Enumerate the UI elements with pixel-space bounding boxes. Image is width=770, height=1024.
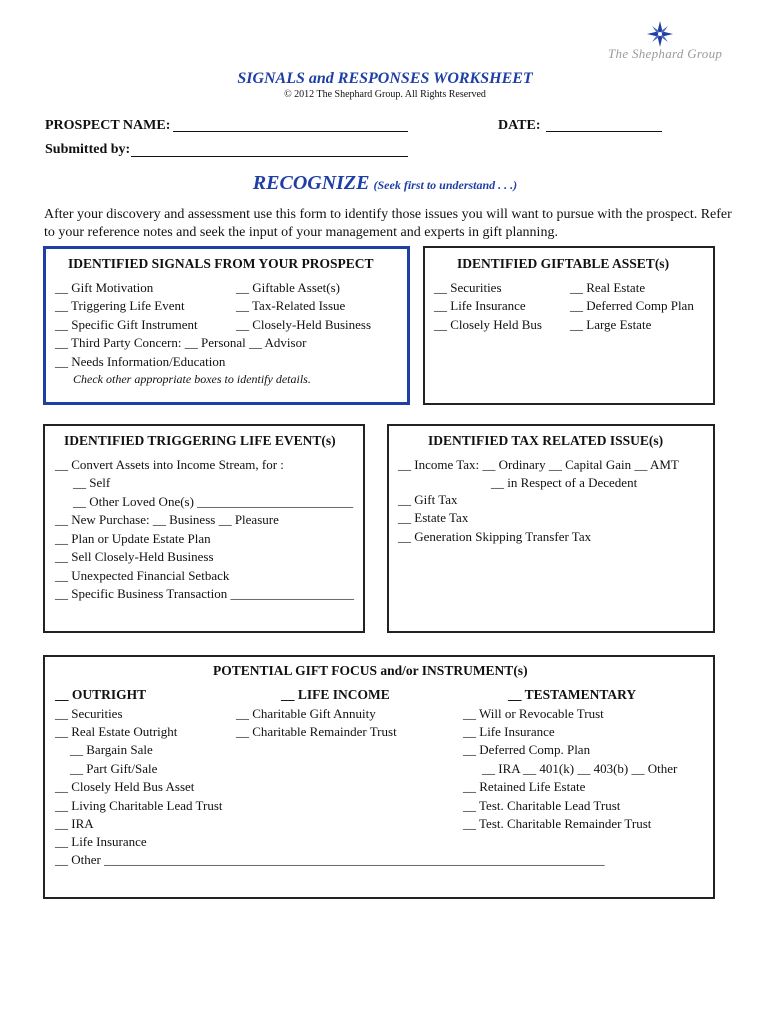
testamentary-retirement-plans[interactable]: __ IRA __ 401(k) __ 403(b) __ Other [482, 761, 678, 776]
asset-large-estate[interactable]: __ Large Estate [570, 317, 652, 332]
outright-ira[interactable]: __ IRA [55, 816, 94, 831]
outright-bargain-sale[interactable]: __ Bargain Sale [70, 742, 153, 757]
testamentary-deferred-comp[interactable]: __ Deferred Comp. Plan [463, 742, 591, 757]
page-title: SIGNALS and RESPONSES WORKSHEET [237, 70, 533, 87]
prospect-name-field[interactable] [173, 131, 408, 132]
outright-life-insurance[interactable]: __ Life Insurance [55, 834, 147, 849]
asset-real-estate[interactable]: __ Real Estate [570, 280, 646, 295]
signal-closely-held-business[interactable]: __ Closely-Held Business [236, 317, 372, 332]
outright-closely-held[interactable]: __ Closely Held Bus Asset [55, 779, 195, 794]
outright-heading[interactable]: __ OUTRIGHT [55, 687, 147, 702]
life-income-gift-annuity[interactable]: __ Charitable Gift Annuity [236, 706, 376, 721]
outright-part-gift-sale[interactable]: __ Part Gift/Sale [70, 761, 158, 776]
prospect-name-label: PROSPECT NAME: [45, 118, 171, 133]
tax-income[interactable]: __ Income Tax: __ Ordinary __ Capital Gain __ AMT [398, 457, 679, 472]
submitted-by-field[interactable] [131, 156, 408, 157]
asset-life-insurance[interactable]: __ Life Insurance [434, 298, 526, 313]
trigger-financial-setback[interactable]: __ Unexpected Financial Setback [55, 568, 230, 583]
tax-estate[interactable]: __ Estate Tax [398, 510, 469, 525]
recognize-heading [0, 172, 770, 195]
date-label: DATE: [498, 118, 541, 133]
tax-gift[interactable]: __ Gift Tax [398, 492, 458, 507]
date-field[interactable] [546, 131, 662, 132]
asset-securities[interactable]: __ Securities [434, 280, 502, 295]
signal-needs-information[interactable]: __ Needs Information/Education [55, 354, 226, 369]
trigger-business-transaction[interactable]: __ Specific Business Transaction ___________________ [55, 586, 354, 601]
testamentary-lead-trust[interactable]: __ Test. Charitable Lead Trust [463, 798, 621, 813]
triggering-heading: IDENTIFIED TRIGGERING LIFE EVENT(s) [64, 433, 336, 448]
signal-gift-motivation[interactable]: __ Gift Motivation [55, 280, 154, 295]
tax-generation-skipping[interactable]: __ Generation Skipping Transfer Tax [398, 529, 592, 544]
testamentary-will[interactable]: __ Will or Revocable Trust [463, 706, 604, 721]
trigger-other-loved-ones[interactable]: __ Other Loved One(s) ________________________ [73, 494, 354, 509]
life-income-remainder-trust[interactable]: __ Charitable Remainder Trust [236, 724, 397, 739]
submitted-by-label: Submitted by: [45, 142, 131, 157]
asset-deferred-comp-plan[interactable]: __ Deferred Comp Plan [570, 298, 694, 313]
logo-text: The Shephard Group [608, 46, 723, 61]
testamentary-life-insurance[interactable]: __ Life Insurance [463, 724, 555, 739]
gift-other-line[interactable]: __ Other _____________________________________________________________________________ [55, 852, 605, 867]
signal-specific-gift-instrument[interactable]: __ Specific Gift Instrument [55, 317, 198, 332]
trigger-estate-plan[interactable]: __ Plan or Update Estate Plan [55, 531, 211, 546]
asset-closely-held-bus[interactable]: __ Closely Held Bus [434, 317, 542, 332]
testamentary-heading[interactable]: __ TESTAMENTARY [508, 687, 637, 702]
signals-note: Check other appropriate boxes to identify details. [73, 372, 311, 386]
copyright: © 2012 The Shephard Group. All Rights Reserved [284, 89, 486, 100]
signal-third-party-concern[interactable]: __ Third Party Concern: __ Personal __ Advisor [55, 335, 307, 350]
trigger-new-purchase[interactable]: __ New Purchase: __ Business __ Pleasure [55, 512, 279, 527]
testamentary-remainder-trust[interactable]: __ Test. Charitable Remainder Trust [463, 816, 652, 831]
trigger-convert-assets[interactable]: __ Convert Assets into Income Stream, for : [55, 457, 284, 472]
gift-focus-heading: POTENTIAL GIFT FOCUS and/or INSTRUMENT(s) [213, 663, 528, 678]
life-income-heading[interactable]: __ LIFE INCOME [281, 687, 390, 702]
signals-heading: IDENTIFIED SIGNALS FROM YOUR PROSPECT [68, 256, 374, 271]
tax-respect-decedent[interactable]: __ in Respect of a Decedent [491, 475, 638, 490]
outright-lead-trust[interactable]: __ Living Charitable Lead Trust [55, 798, 223, 813]
tax-heading: IDENTIFIED TAX RELATED ISSUE(s) [428, 433, 664, 448]
signal-tax-related-issue[interactable]: __ Tax-Related Issue [236, 298, 346, 313]
signal-giftable-asset[interactable]: __ Giftable Asset(s) [236, 280, 340, 295]
recognize-title: RECOGNIZE [252, 172, 370, 194]
signal-triggering-life-event[interactable]: __ Triggering Life Event [55, 298, 185, 313]
assets-heading: IDENTIFIED GIFTABLE ASSET(s) [457, 256, 670, 271]
outright-securities[interactable]: __ Securities [55, 706, 123, 721]
trigger-self[interactable]: __ Self [73, 475, 111, 490]
testamentary-retained-life-estate[interactable]: __ Retained Life Estate [463, 779, 586, 794]
outright-real-estate[interactable]: __ Real Estate Outright [55, 724, 178, 739]
intro-text: After your discovery and assessment use this form to identify those issues you will want to pursue with the prospect. Refer to your reference notes and seek the input of your management and experts in gift planning. [44, 207, 732, 240]
recognize-subtitle: (Seek first to understand . . .) [373, 178, 518, 192]
trigger-sell-business[interactable]: __ Sell Closely-Held Business [55, 549, 214, 564]
